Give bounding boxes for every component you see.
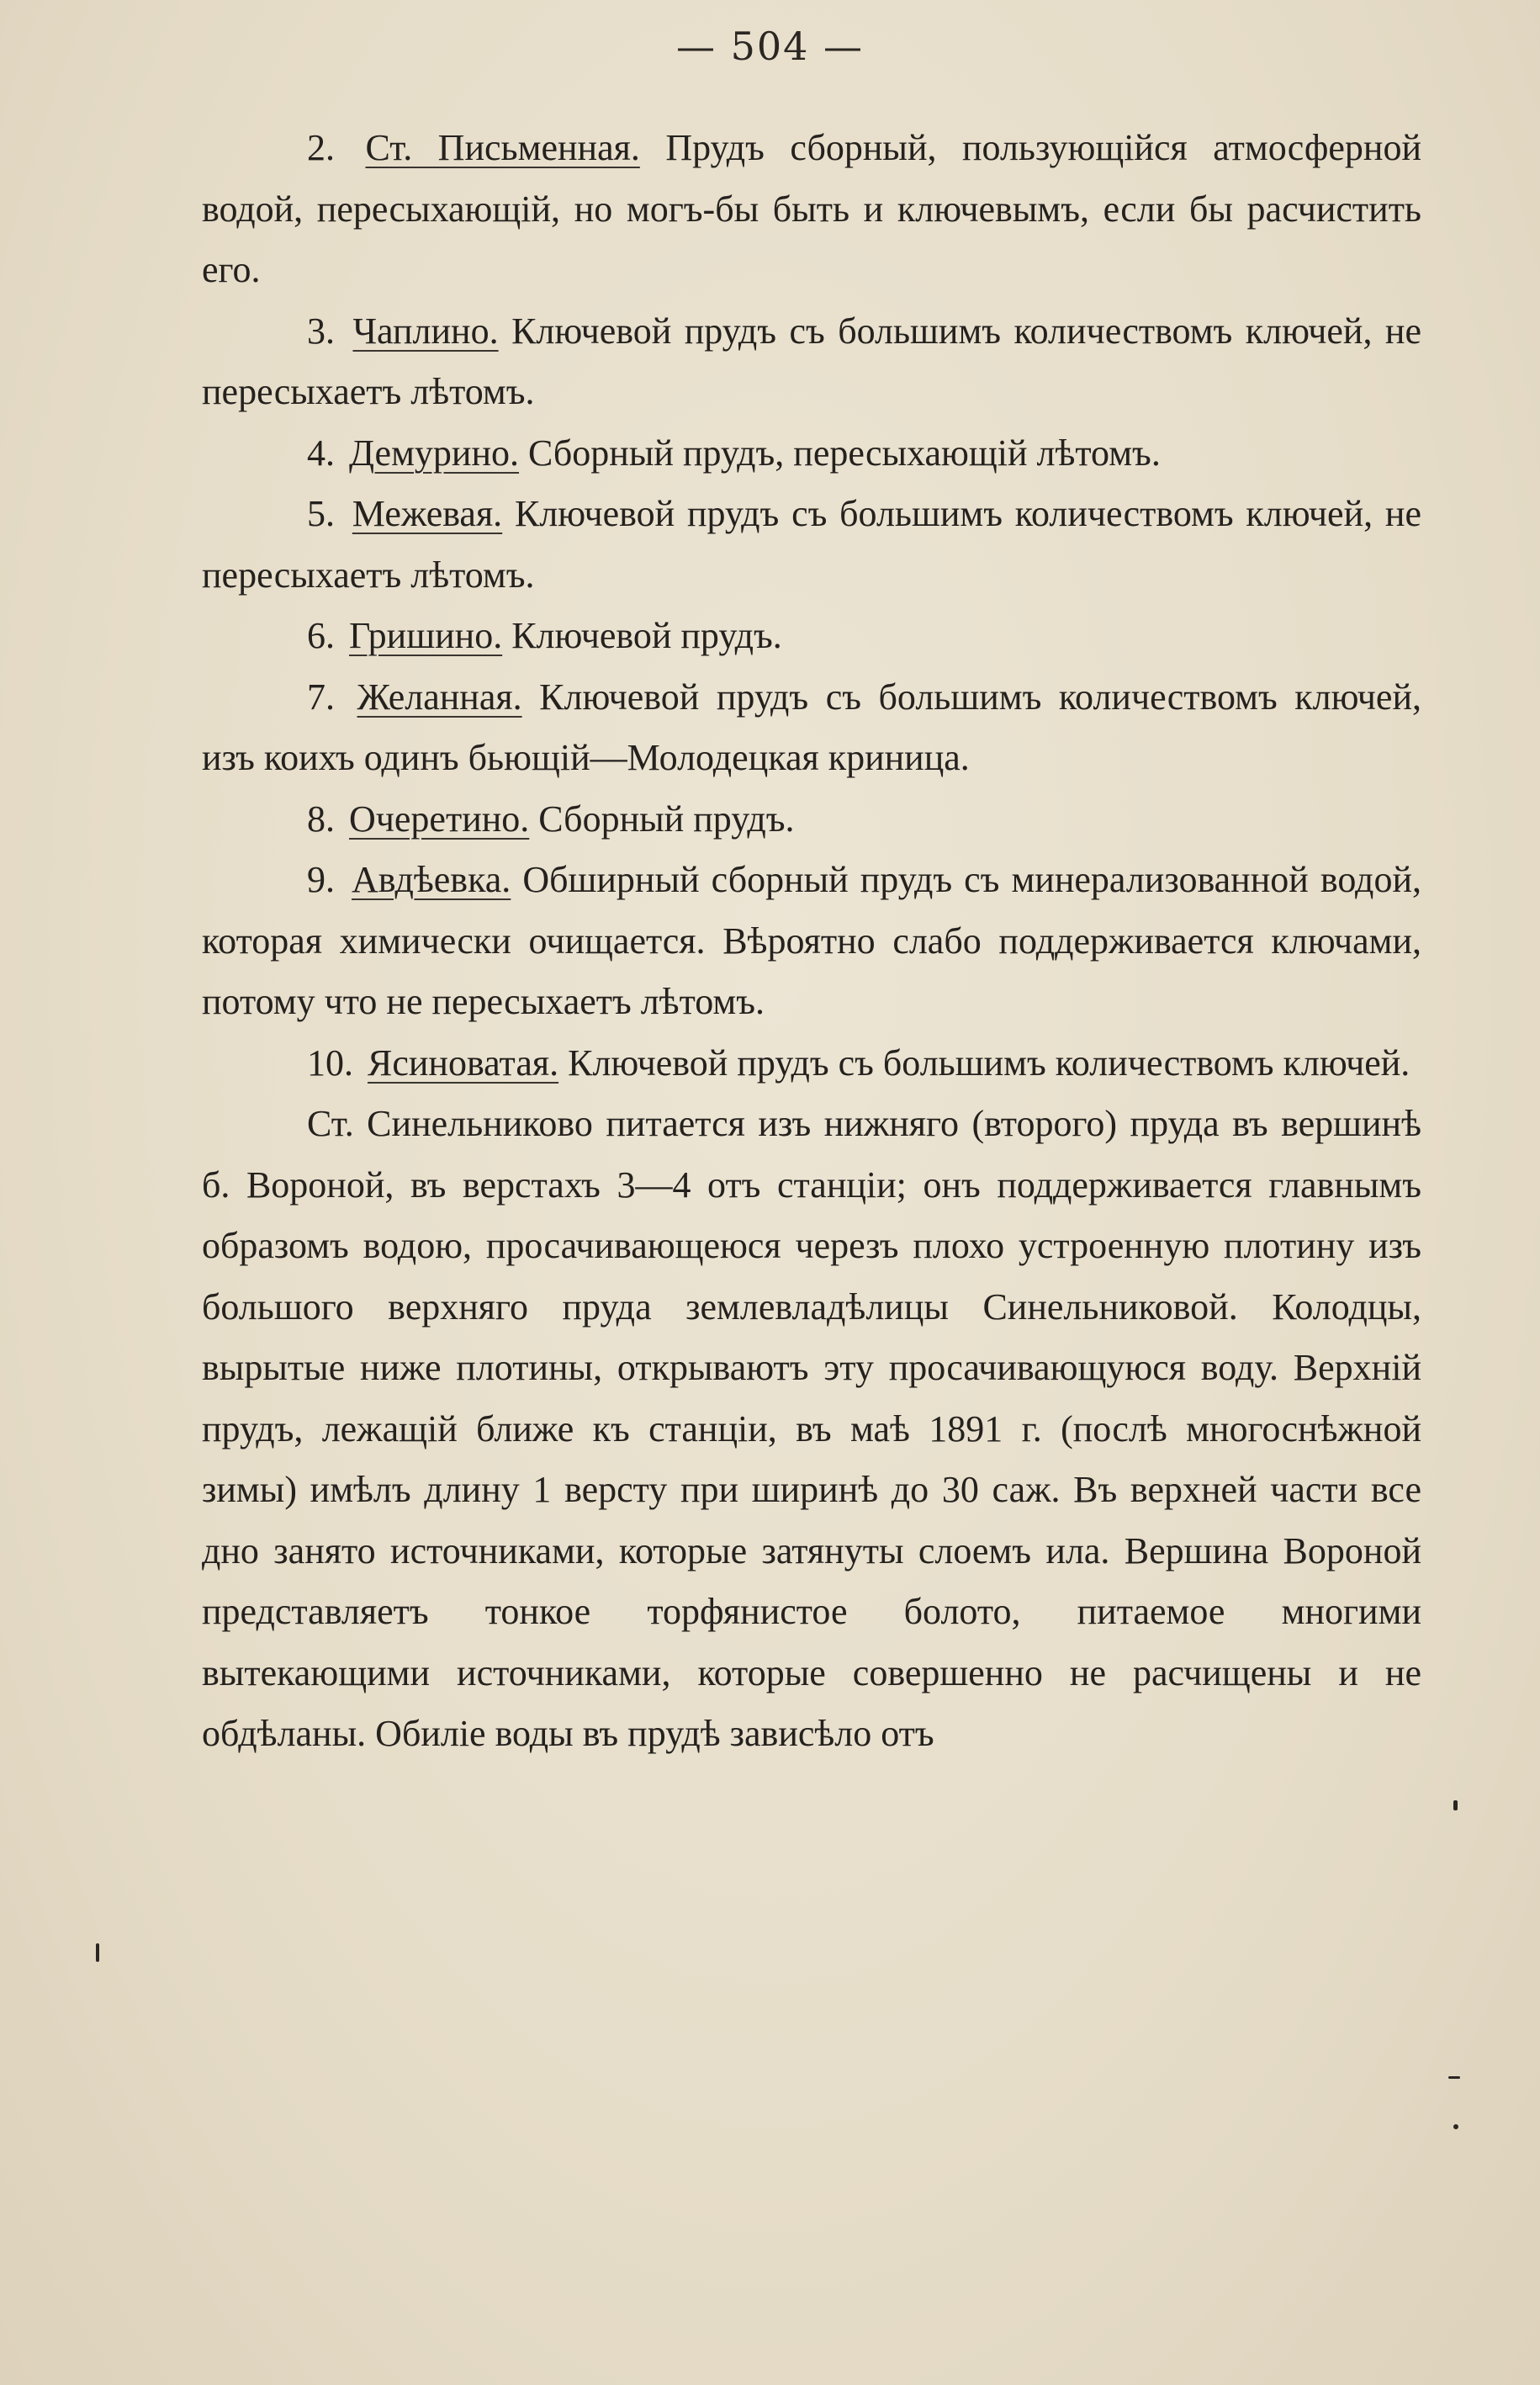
station-name: Демурино. — [349, 432, 520, 474]
item-number: 7. — [307, 676, 335, 718]
list-item — [202, 850, 1421, 1033]
item-number: 3. — [307, 310, 335, 352]
station-name: Ясиноватая. — [368, 1041, 559, 1084]
station-name: Гришино. — [349, 615, 503, 656]
item-text: Сборный прудъ. — [538, 798, 795, 840]
item-number: 10. — [307, 1041, 353, 1084]
list-item — [202, 423, 1421, 485]
item-number: 4. — [307, 432, 335, 474]
list-item — [202, 1033, 1421, 1094]
item-text: Ключевой прудъ. — [511, 615, 782, 656]
item-text: Прудъ сборный, пользующійся атмосферной водой, пересыхающій, но могъ-бы быть и ключевымъ, если бы расчистить его. — [202, 127, 1422, 290]
item-number: 6. — [307, 615, 335, 656]
list-item — [202, 301, 1421, 423]
item-number: 2. — [307, 127, 335, 168]
list-item — [202, 667, 1421, 789]
list-item — [202, 484, 1421, 606]
item-text: Ключевой прудъ съ большимъ количествомъ ключей, не пересыхаетъ лѣтомъ. — [202, 310, 1422, 412]
ink-mark — [1453, 2124, 1458, 2129]
ink-mark — [96, 1943, 99, 1962]
station-name: Очеретино. — [349, 798, 530, 840]
item-text: Ключевой прудъ съ большимъ количествомъ ключей, изъ коихъ одинъ бьющій—Молодецкая криница. — [202, 676, 1421, 778]
station-name: Межевая. — [352, 493, 503, 534]
list-item — [202, 118, 1421, 301]
page-body — [202, 118, 1421, 1765]
page-number: — 504 — — [675, 24, 865, 69]
item-text: Сборный прудъ, пересыхающій лѣтомъ. — [528, 432, 1161, 474]
item-text: Ключевой прудъ съ большимъ количествомъ ключей, не пересыхаетъ лѣтомъ. — [202, 493, 1421, 596]
ink-mark — [1453, 1800, 1458, 1810]
item-number: 8. — [307, 798, 335, 840]
item-text: Обширный сборный прудъ съ минерализованной водой, которая химически очищается. Вѣроятно слабо поддерживается ключами, потому что не пересыхаетъ лѣтомъ. — [202, 859, 1421, 1022]
station-name: Желанная. — [357, 676, 522, 718]
item-number: 5. — [307, 493, 335, 534]
list-item — [202, 606, 1421, 667]
closing-paragraph: Ст. Синельниково питается изъ нижняго (второго) пруда въ вершинѣ б. Вороной, въ верстахъ 3—4 отъ станціи; онъ поддерживается главнымъ образомъ водою, просачивающеюся черезъ плохо устроенную плотину изъ большого верхняго пруда землевладѣлицы Синельниковой. Колодцы, вырытые ниже плотины, открываютъ эту просачивающуюся воду. Верхній прудъ, лежащій ближе къ станціи, въ маѣ 1891 г. (послѣ многоснѣжной зимы) имѣлъ длину 1 версту при ширинѣ до 30 саж. Въ верхней части все дно занято источниками, которые затянуты слоемъ ила. Вершина Вороной представляетъ тонкое торфянистое болото, питаемое многими вытекающими источниками, которые совершенно не расчищены и не обдѣланы. Обиліе воды въ прудѣ зависѣло отъ — [202, 1103, 1421, 1754]
station-name: Авдѣевка. — [352, 859, 511, 900]
station-name: Чаплино. — [352, 310, 499, 352]
station-name: Ст. Письменная. — [365, 127, 640, 168]
item-text: Ключевой прудъ съ большимъ количествомъ ключей. — [568, 1041, 1410, 1084]
list-item — [202, 789, 1421, 851]
ink-mark — [1448, 2076, 1460, 2079]
item-number: 9. — [307, 859, 335, 900]
